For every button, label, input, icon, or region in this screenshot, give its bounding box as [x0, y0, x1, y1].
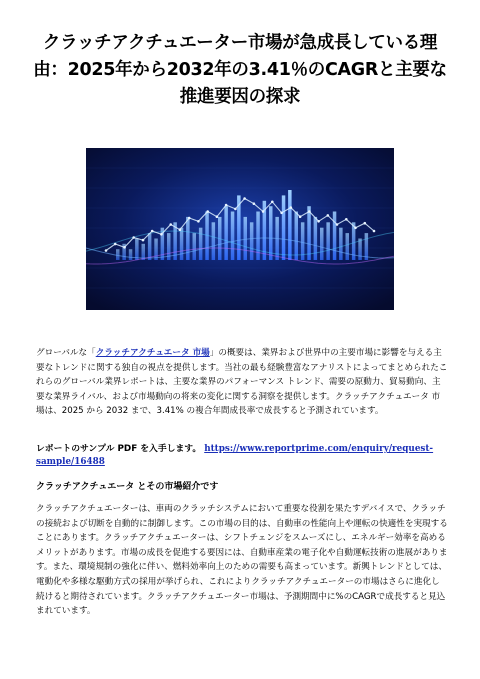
chart-bar — [116, 249, 120, 260]
chart-bar — [365, 233, 369, 260]
chart-bar — [320, 228, 324, 260]
trend-point — [327, 214, 330, 217]
trend-point — [216, 215, 219, 218]
intro-text-after: 」の概要は、業界および世界中の主要市場に影響を与える主要なトレンドに関する独自の視点を提供します。当社の最も経験豊富なアナリストによってまとめられたこれらのグローバル業界レポートは、主要な業界のパフォーマンス トレンド、需要の原動力、貿易動向、主要な業界ライバル、および市場動向の将来の変化に関する洞察を提供します。クラッチアクチュエータ 市場は、2025 から 2032 まで、3.41% の複合年間成長率で成長すると予測されています。 — [36, 348, 448, 417]
chart-bar — [295, 212, 299, 261]
chart-bar — [333, 212, 337, 261]
trend-point — [299, 215, 302, 218]
chart-bar — [307, 206, 311, 260]
chart-bar — [193, 233, 197, 260]
intro-paragraph — [36, 346, 448, 419]
trend-point — [160, 233, 163, 236]
trend-point — [373, 230, 376, 233]
trend-point — [123, 246, 126, 249]
trend-point — [132, 236, 135, 239]
trend-point — [308, 210, 311, 213]
sample-label: レポートのサンプル PDF を入手します。 — [36, 444, 202, 454]
financial-chart-photo — [86, 148, 394, 310]
intro-text-before: グローバルな「 — [36, 348, 96, 358]
trend-point — [243, 197, 246, 200]
section-heading: クラッチアクチュエータ とその市場紹介です — [36, 482, 219, 492]
chart-bar — [358, 239, 362, 261]
trend-point — [345, 218, 348, 221]
chart-bar — [244, 217, 248, 260]
chart-bar — [186, 217, 190, 260]
trend-point — [262, 210, 265, 213]
trend-point — [253, 202, 256, 205]
chart-bar — [224, 206, 228, 260]
chart-bar — [231, 212, 235, 261]
chart-bar — [282, 195, 286, 260]
chart-bar — [326, 222, 330, 260]
trend-point — [354, 227, 357, 230]
section-body: クラッチアクチュエーターは、車両のクラッチシステムにおいて重要な役割を果たすデバイスで、クラッチの接続および切断を自動的に制御します。この市場の目的は、自動車の性能向上や運転の快適性を実現することにあります。クラッチアクチュエーターは、シフトチェンジをスムーズにし、エネルギー効率を高めるメリットがあります。市場の成長を促進する要因には、自動車産業の電子化や自動運転技術の進展があります。また、環境規制の強化に伴い、燃料効率向上のための需要も高まっています。新興トレンドとしては、電動化や多様な駆動方式の採用が挙げられ、これによりクラッチアクチュエーターの市場はさらに進化し続けると期待されています。クラッチアクチュエーター市場は、予測期間中に%のCAGRで成長すると見込まれています。 — [36, 504, 448, 617]
chart-bar — [288, 190, 292, 260]
hero-image — [86, 148, 394, 310]
chart-bar — [339, 228, 343, 260]
sample-link[interactable]: https://www.reportprime.com/enquiry/request-sample/16488 — [36, 444, 434, 467]
trend-point — [364, 222, 367, 225]
trend-point — [206, 210, 209, 213]
trend-point — [105, 249, 108, 252]
chart-bar — [148, 233, 152, 260]
trend-point — [336, 223, 339, 226]
chart-bar — [180, 228, 184, 260]
trend-point — [151, 230, 154, 233]
chart-bar — [250, 222, 254, 260]
trend-point — [197, 220, 200, 223]
chart-bar — [346, 233, 350, 260]
trend-point — [114, 243, 117, 246]
trend-point — [280, 212, 283, 215]
trend-point — [225, 204, 228, 207]
page-title: クラッチアクチュエーター市場が急成長している理由：2025年から2032年の3.41％のCAGRと主要な推進要因の探求 — [33, 33, 447, 107]
chart-bar — [199, 228, 203, 260]
sample-request — [36, 443, 448, 468]
trend-point — [234, 208, 237, 211]
chart-bar — [129, 249, 133, 260]
chart-bar — [135, 239, 139, 261]
chart-bar — [154, 239, 158, 261]
chart-bar — [269, 206, 273, 260]
trend-point — [169, 223, 172, 226]
market-link[interactable]: クラッチアクチュエータ 市場 — [95, 348, 210, 358]
trend-point — [142, 239, 145, 242]
chart-bar — [212, 222, 216, 260]
trend-point — [188, 217, 191, 220]
trend-point — [271, 201, 274, 204]
trend-point — [179, 228, 182, 231]
trend-point — [290, 206, 293, 209]
trend-point — [317, 220, 320, 223]
